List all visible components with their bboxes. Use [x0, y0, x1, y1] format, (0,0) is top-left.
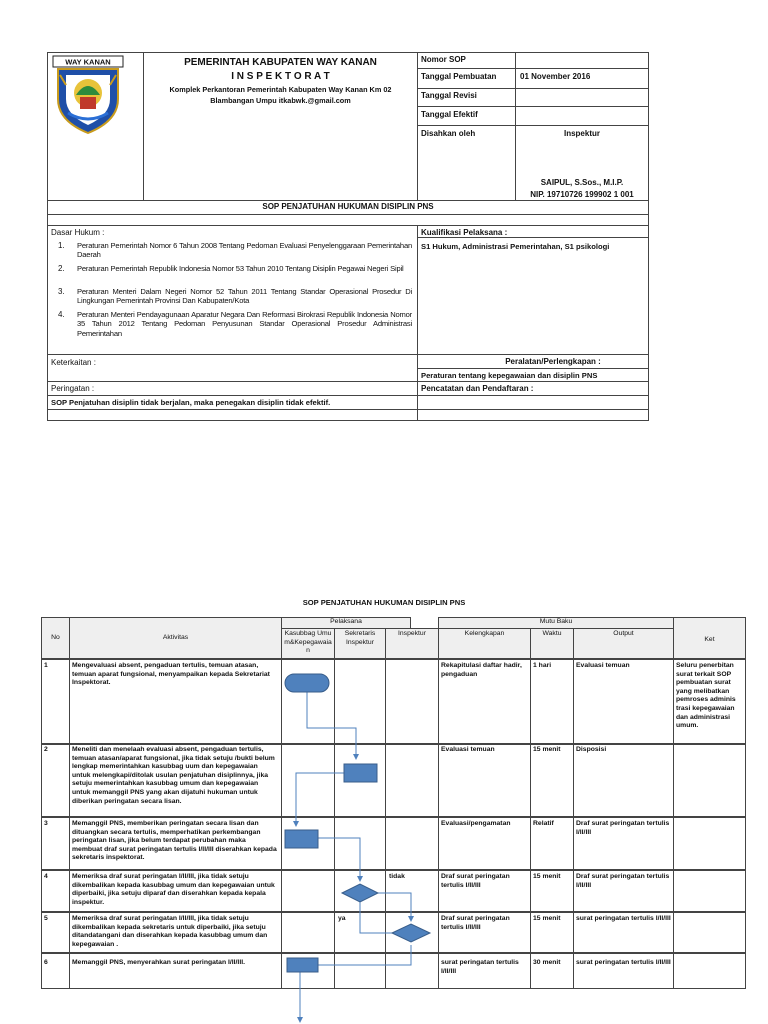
header-waktu: Waktu — [542, 630, 562, 637]
keterkaitan-label: Keterkaitan : — [51, 358, 96, 367]
row-aktivitas: Mengevaluasi absent, pengaduan tertulis, temuan atasan, temuan aparat fungsional, menyampaikan kepada Sekretariat Inspektorat. — [72, 662, 270, 687]
row-kelengkapan: surat peringatan tertulis I/II/III — [441, 959, 519, 975]
dasar-hukum-num-1: 1. — [58, 241, 65, 250]
row-kelengkapan: Draf surat peringatan tertulis I/II/III — [441, 915, 510, 931]
row-no: 6 — [44, 959, 48, 966]
row-waktu: 15 menit — [533, 746, 561, 753]
row-aktivitas: Memeriksa draf surat peringatan I/II/III, jika tidak setuju dikembalikan kepada kasubbag umum dan kepegawaian untuk diperbaiki, jika setuju diparaf dan diserahkan kepada kepala inspektur. — [72, 873, 275, 906]
flow-connector — [360, 902, 392, 933]
row-no: 4 — [44, 873, 48, 880]
row-waktu: 30 menit — [533, 959, 561, 966]
pencatatan-label: Pencatatan dan Pendaftaran : — [421, 384, 534, 393]
row-waktu: 15 menit — [533, 915, 561, 922]
header-no: No — [51, 634, 60, 641]
flow-process-sekretaris — [344, 764, 377, 782]
flow-connector — [318, 945, 411, 965]
flow-decision-inspektur — [392, 924, 430, 942]
agency-subtitle: I N S P E K T O R A T — [231, 71, 330, 82]
header-inspektur: Inspektur — [398, 630, 426, 637]
flow-connector — [318, 838, 360, 881]
row-waktu: 15 menit — [533, 873, 561, 880]
flow-label-ya: ya — [338, 915, 346, 922]
kualifikasi-value: S1 Hukum, Administrasi Pemerintahan, S1 psikologi — [421, 242, 610, 251]
row-kelengkapan: Evaluasi temuan — [441, 746, 495, 753]
row-output: Draf surat peringatan tertulis I/II/III — [576, 873, 670, 889]
flow-decision-sekretaris — [342, 884, 378, 902]
meta-tgl-pembuatan-value: 01 November 2016 — [520, 72, 591, 81]
dasar-hukum-item-3: Peraturan Menteri Dalam Negeri Nomor 52 Tahun 2011 Tentang Standar Operasional Prosedur Di Lingkungan Pemerintah Provinsi Dan Kabupaten/Kota — [77, 287, 412, 306]
row-kelengkapan: Rekapitulasi daftar hadir, pengaduan — [441, 662, 522, 678]
row-output: surat peringatan tertulis I/II/III — [576, 915, 671, 922]
peralatan-value: Peraturan tentang kepegawaian dan disiplin PNS — [421, 371, 598, 380]
header-output: Output — [613, 630, 634, 637]
meta-tgl-pembuatan-label: Tanggal Pembuatan — [421, 72, 497, 81]
meta-tgl-efektif-label: Tanggal Efektif — [421, 110, 478, 119]
agency-title: PEMERINTAH KABUPATEN WAY KANAN — [184, 57, 377, 68]
dasar-hukum-num-2: 2. — [58, 264, 65, 273]
signer-nip: NIP. 19710726 199902 1 001 — [530, 190, 634, 199]
header-aktivitas: Aktivitas — [162, 634, 189, 641]
meta-tgl-revisi-label: Tanggal Revisi — [421, 91, 477, 100]
flow-connector — [296, 773, 344, 826]
flow-connector — [307, 692, 356, 759]
meta-disahkan-label: Disahkan oleh — [421, 129, 476, 138]
row-no: 2 — [44, 746, 48, 753]
row-waktu: Relatif — [533, 820, 554, 827]
row-aktivitas: Meneliti dan menelaah evaluasi absent, pengaduan tertulis, temuan atasan/aparat fungsional, jika tidak setuju /bukti belum lengkap memerintahkan kasubbag uum dan kepegawaian untuk melengkapi/ditolak usulan penjatuhan disiplinnya, jika setuju memerintahkan kasubbag umum dan kepegawaian untuk memanggil PNS yang akan dijatuhi hukuman untuk diberikan peringatan secara lisan. — [72, 746, 275, 805]
row-no: 1 — [44, 662, 48, 669]
agency-address-1: Komplek Perkantoran Pemerintah Kabupaten Way Kanan Km 02 — [169, 85, 392, 94]
row-output: Draf surat peringatan tertulis I/II/III — [576, 820, 670, 836]
row-kelengkapan: Draf surat peringatan tertulis I/II/III — [441, 873, 510, 889]
row-aktivitas: Memanggil PNS, memberikan peringatan secara lisan dan dituangkan secara tertulis, memperhatikan perkembangan peringatan lisan, jika belum terdapat perubahan maka membuat draf surat peringatan tertulis I/II/III diserahkan kepada sekretaris inspektorat. — [72, 820, 277, 862]
dasar-hukum-item-2: Peraturan Pemerintah Republik Indonesia Nomor 53 Tahun 2010 Tentang Disiplin Pegawai Negeri Sipil — [77, 264, 404, 273]
row-output: Disposisi — [576, 746, 607, 753]
meta-nomor-label: Nomor SOP — [421, 55, 466, 64]
header-kasubbag: Kasubbag Umum&Kepegawaian — [284, 630, 332, 655]
peringatan-label: Peringatan : — [51, 384, 95, 393]
peralatan-label: Peralatan/Perlengkapan : — [505, 357, 601, 366]
row-no: 3 — [44, 820, 48, 827]
row-no: 5 — [44, 915, 48, 922]
sop-title: SOP PENJATUHAN HUKUMAN DISIPLIN PNS — [262, 202, 434, 211]
dasar-hukum-item-1: Peraturan Pemerintah Nomor 6 Tahun 2008 Tentang Pedoman Evaluasi Penyelenggaraan Pemerintahan Daerah — [77, 241, 412, 260]
row-output: surat peringatan tertulis I/II/III — [576, 959, 671, 966]
dasar-hukum-num-4: 4. — [58, 310, 65, 319]
kualifikasi-label: Kualifikasi Pelaksana : — [421, 228, 508, 237]
flow-start-terminator — [285, 674, 329, 692]
flow-connector — [378, 893, 411, 921]
row-output: Evaluasi temuan — [576, 662, 630, 669]
row-waktu: 1 hari — [533, 662, 552, 669]
row-aktivitas: Memeriksa draf surat peringatan I/II/III, jika tidak setuju dikembalikan kepada sekretaris untuk diperbaiki, jika setuju ditandatangani dan diserahkan kepada kasubbag umum dan kepegawaian . — [72, 915, 268, 948]
flow-process-kasubbag — [285, 830, 318, 848]
dasar-hukum-item-4: Peraturan Menteri Pendayagunaan Aparatur Negara Dan Reformasi Birokrasi Republik Indonesia Nomor 35 Tahun 2012 Tentang Pedoman Penyusunan Standar Operasional Prosedur Administrasi Pemerintahan — [77, 310, 412, 338]
row-kelengkapan: Evaluasi/pengamatan — [441, 820, 511, 827]
agency-address-2: Blambangan Umpu itkabwk.@gmail.com — [210, 96, 351, 105]
header-kelengkapan: Kelengkapan — [464, 630, 505, 637]
meta-disahkan-value: Inspektur — [563, 129, 600, 138]
header-sekretaris: Sekretaris Inspektur — [344, 630, 376, 646]
signer-name: SAIPUL, S.Sos., M.I.P. — [540, 178, 624, 187]
flow-process-final — [287, 958, 318, 972]
row-ket: Seluru penerbitan surat terkait SOP pembuatan surat yang melibatkan pemroses adminis trasi kepegawaian dan administrasi umum. — [676, 662, 736, 730]
dasar-hukum-num-3: 3. — [58, 287, 65, 296]
header-pelaksana: Pelaksana — [330, 618, 362, 625]
header-ket: Ket — [704, 636, 715, 643]
logo-text: WAY KANAN — [65, 57, 111, 67]
dasar-hukum-label: Dasar Hukum : — [51, 228, 105, 237]
flow-label-tidak: tidak — [389, 873, 405, 880]
flowchart-title: SOP PENJATUHAN HUKUMAN DISIPLIN PNS — [302, 598, 466, 607]
header-mutu-baku: Mutu Baku — [539, 618, 573, 625]
row-aktivitas: Memanggil PNS, menyerahkan surat peringatan I/II/III. — [72, 959, 245, 966]
peringatan-value: SOP Penjatuhan disiplin tidak berjalan, maka penegakan disiplin tidak efektif. — [51, 398, 331, 407]
